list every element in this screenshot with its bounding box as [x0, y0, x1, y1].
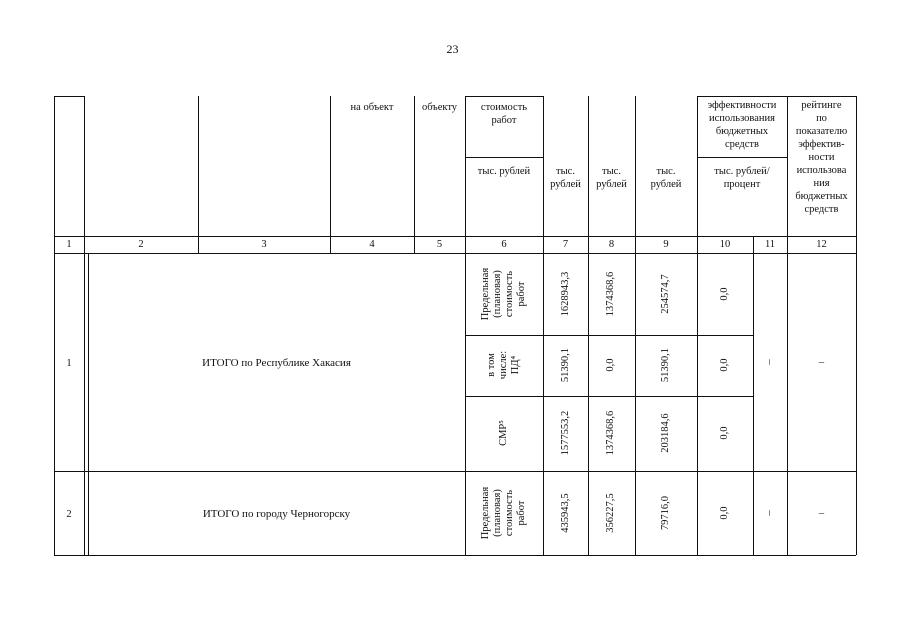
cell-value: 0,0	[605, 358, 616, 372]
colnum: 4	[369, 239, 375, 250]
row-number: 1	[66, 358, 72, 369]
cell-value: 1628943,3	[560, 271, 571, 317]
cell-value: 0,0	[719, 506, 730, 520]
cell-value: 0,0	[719, 287, 730, 301]
cell-value: 203184,6	[660, 413, 671, 453]
colnum: 11	[764, 239, 776, 250]
row-title: ИТОГО по городу Черногорску	[202, 508, 351, 520]
col8-unit: тыс. рублей	[596, 166, 627, 190]
colnum: 8	[608, 239, 615, 250]
col12-header: рейтинге по показателю эффектив- ности использова ния бюджетных средств	[795, 100, 848, 215]
cell-value: 0,0	[719, 426, 730, 440]
cell-value: 1577553,2	[560, 410, 571, 456]
col12-value: –	[818, 357, 825, 368]
cell-value: 51390,1	[660, 347, 671, 383]
col6-unit: тыс. рублей	[477, 166, 531, 177]
col9-unit: тыс. рублей	[650, 166, 682, 190]
sub-label: СМР⁵	[498, 420, 509, 446]
sub-label: Предельная (плановая) стоимость работ	[480, 486, 527, 540]
cell-value: 1374368,6	[605, 410, 616, 456]
cell-value: 435943,5	[560, 493, 571, 533]
col10-unit: тыс. рублей/ процент	[714, 166, 770, 190]
page-number: 23	[446, 42, 459, 56]
colnum: 5	[436, 239, 443, 250]
col11-value: –	[764, 510, 775, 516]
cell-value: 1374368,6	[605, 271, 616, 317]
col7-unit: тыс. рублей	[550, 166, 581, 190]
row-number: 2	[66, 509, 72, 520]
cell-value: 51390,1	[560, 347, 571, 383]
col11-value: –	[764, 359, 775, 365]
colnum: 10	[719, 239, 731, 250]
col6-header: стоимость работ	[480, 102, 528, 126]
colnum: 3	[261, 239, 267, 250]
col4-header: на объект	[350, 102, 394, 113]
sub-label: Предельная (плановая) стоимость работ	[480, 267, 527, 321]
colnum: 12	[816, 239, 827, 250]
cell-value: 0,0	[719, 358, 730, 372]
cell-value: 254574,7	[660, 274, 671, 314]
col10-header: эффективности использования бюджетных средств	[707, 100, 777, 150]
colnum: 6	[501, 239, 507, 250]
colnum: 1	[66, 239, 72, 250]
col12-value: –	[818, 508, 825, 519]
colnum: 7	[562, 239, 569, 250]
row-title: ИТОГО по Республике Хакасия	[202, 357, 351, 369]
cell-value: 79716,0	[660, 495, 671, 531]
colnum: 2	[138, 239, 144, 250]
col5-header: объекту	[421, 102, 458, 113]
colnum: 9	[663, 239, 669, 250]
cell-value: 356227,5	[605, 493, 616, 533]
sub-label: в том числе: ПД⁴	[486, 350, 521, 380]
